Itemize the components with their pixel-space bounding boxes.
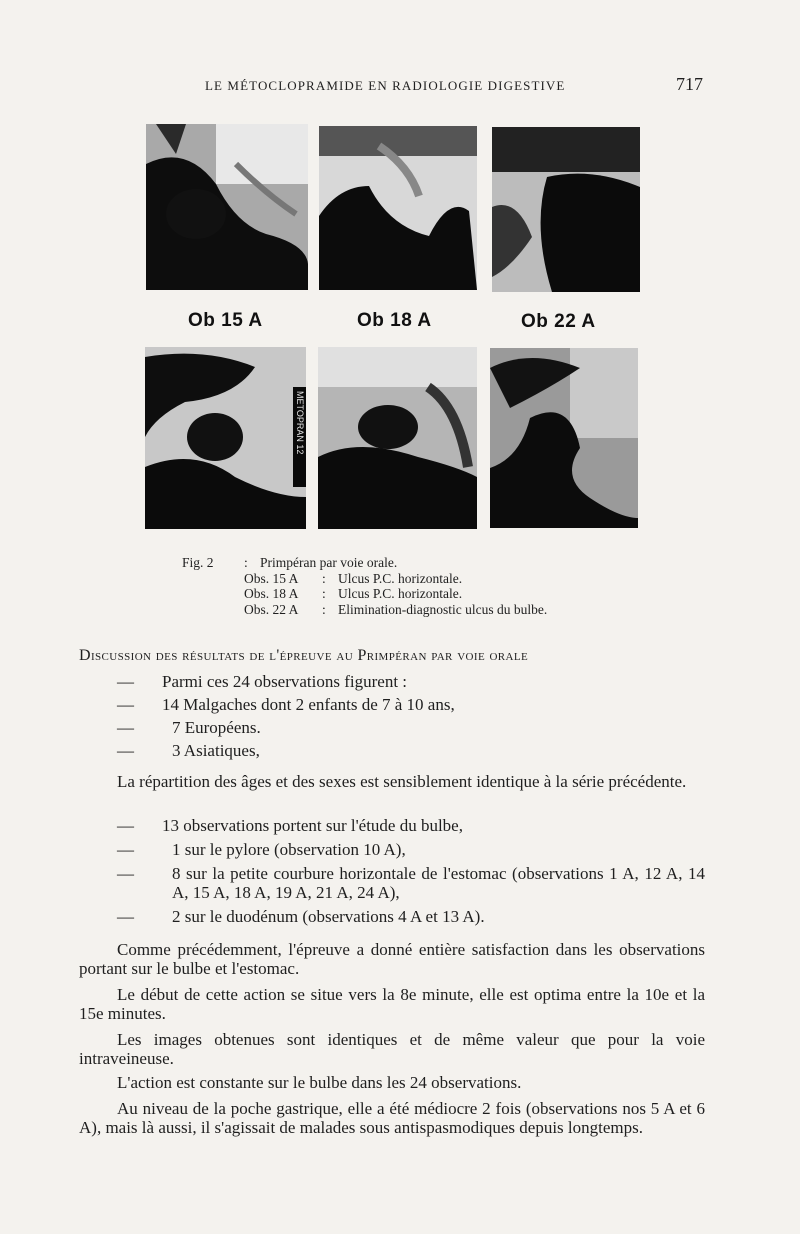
- caption-obs-key: Obs. 18 A: [244, 586, 299, 601]
- paragraph-repartition: La répartition des âges et des sexes est sensiblement identique à la série précédente.: [117, 772, 687, 791]
- list-dash: —: [117, 816, 134, 835]
- radiograph-ob22a-top: [492, 127, 640, 292]
- figure-label-ob15a: Ob 15 A: [188, 310, 263, 331]
- caption-obs-text: Ulcus P.C. horizontale.: [338, 570, 463, 586]
- paragraph-action: L'action est constante sur le bulbe dans les 24 observations.: [117, 1073, 522, 1092]
- radiograph-ob15a-bottom: [145, 347, 306, 529]
- site-list: [117, 816, 705, 926]
- list-dash: —: [117, 864, 134, 883]
- list-text: 13 observations portent sur l'étude du bulbe,: [162, 816, 463, 835]
- list-item: [117, 718, 707, 737]
- caption-fig-key: Fig. 2: [182, 555, 214, 570]
- paragraph-debut: Le début de cette action se situe vers la 8e minute, elle est optima entre la 10e et la 15e minutes.: [79, 985, 705, 1023]
- list-text: 7 Européens.: [172, 718, 261, 737]
- list-item: [117, 840, 705, 859]
- caption-row: [182, 602, 547, 618]
- figure-caption: [182, 555, 547, 617]
- radiograph-ob18a-bottom: [318, 347, 477, 529]
- caption-row-fig: [182, 555, 547, 571]
- caption-fig-text: Primpéran par voie orale.: [260, 555, 398, 570]
- caption-obs-text: Ulcus P.C. horizontale.: [338, 586, 463, 601]
- list-text: 14 Malgaches dont 2 enfants de 7 à 10 ans,: [162, 695, 455, 714]
- list-text: 1 sur le pylore (observation 10 A),: [172, 840, 406, 859]
- running-header: [0, 76, 800, 98]
- list-dash: —: [117, 907, 134, 926]
- list-dash: —: [117, 741, 134, 760]
- list-dash: —: [117, 718, 134, 737]
- film-marker-text: METOPRAN 12: [295, 391, 305, 455]
- list-item: [117, 864, 705, 902]
- caption-row: [182, 586, 547, 602]
- page-number: 717: [676, 74, 703, 94]
- list-dash: —: [117, 840, 134, 859]
- running-title: LE MÉTOCLOPRAMIDE EN RADIOLOGIE DIGESTIVE: [205, 78, 566, 93]
- caption-row: [182, 571, 547, 587]
- list-item: [117, 907, 705, 926]
- radiograph-ob15a-top: [146, 124, 308, 290]
- caption-separator: :: [244, 555, 248, 570]
- section-heading: Discussion des résultats de l'épreuve au Primpéran par voie orale: [79, 647, 529, 664]
- caption-separator: :: [322, 586, 326, 601]
- caption-separator: :: [322, 601, 326, 617]
- caption-obs-text: Elimination-diagnostic ulcus du bulbe.: [338, 601, 548, 617]
- list-item: [117, 695, 707, 714]
- list-dash: —: [117, 672, 134, 691]
- caption-separator: :: [322, 570, 326, 586]
- list-text: 8 sur la petite courbure horizontale de l'estomac (observations 1 A, 12 A, 14 A, 15 A, 18 A, 19 A, 21 A, 24 A),: [172, 864, 705, 902]
- paragraph-images: Les images obtenues sont identiques et de même valeur que pour la voie intraveineuse.: [79, 1030, 705, 1068]
- figure-label-ob18a: Ob 18 A: [357, 310, 432, 331]
- caption-obs-key: Obs. 22 A: [244, 601, 299, 617]
- paragraph-niveau: Au niveau de la poche gastrique, elle a été médiocre 2 fois (observations nos 5 A et 6 A), mais là aussi, il s'agissait de malades sous antispasmodiques depuis longtemps.: [79, 1099, 705, 1137]
- list-dash: —: [117, 695, 134, 714]
- figure-label-ob22a: Ob 22 A: [521, 311, 596, 332]
- paragraph-comme: Comme précédemment, l'épreuve a donné entière satisfaction dans les observations portant sur le bulbe et l'estomac.: [79, 940, 705, 978]
- observation-list: [117, 672, 707, 760]
- list-text: Parmi ces 24 observations figurent :: [162, 672, 408, 691]
- list-item: [117, 741, 707, 760]
- caption-obs-key: Obs. 15 A: [244, 570, 299, 586]
- radiograph-ob22a-bottom: [490, 348, 638, 528]
- list-text: 2 sur le duodénum (observations 4 A et 13 A).: [172, 907, 485, 926]
- list-item: [117, 672, 707, 691]
- list-text: 3 Asiatiques,: [172, 741, 260, 760]
- radiograph-ob18a-top: [319, 126, 477, 290]
- list-item: [117, 816, 705, 835]
